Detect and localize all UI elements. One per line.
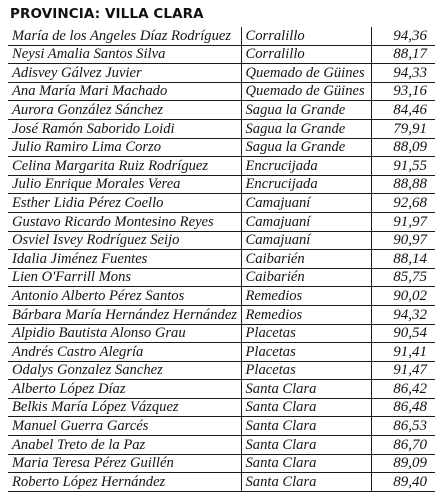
- municipality-cell: Remedios: [241, 305, 371, 324]
- score-cell: 86,70: [371, 436, 435, 455]
- candidate-name-cell: Maria Teresa Pérez Guillén: [8, 454, 241, 473]
- municipality-cell: Camajuaní: [241, 194, 371, 213]
- table-row: [8, 287, 435, 306]
- score-cell: 86,53: [371, 417, 435, 436]
- municipality-cell: Camajuaní: [241, 212, 371, 231]
- candidate-name-cell: Aurora González Sánchez: [8, 101, 241, 120]
- score-cell: 88,09: [371, 138, 435, 157]
- table-row: [8, 101, 435, 120]
- candidate-name-cell: Julio Enrique Morales Verea: [8, 175, 241, 194]
- score-cell: 92,68: [371, 194, 435, 213]
- municipality-cell: Placetas: [241, 343, 371, 362]
- municipality-cell: Caibarién: [241, 250, 371, 269]
- table-row: [8, 398, 435, 417]
- table-row: [8, 454, 435, 473]
- candidate-name-cell: Gustavo Ricardo Montesino Reyes: [8, 212, 241, 231]
- municipality-cell: Remedios: [241, 287, 371, 306]
- table-row: [8, 343, 435, 362]
- candidate-name-cell: Idalia Jiménez Fuentes: [8, 250, 241, 269]
- candidate-name-cell: María de los Angeles Díaz Rodríguez: [8, 27, 241, 45]
- table-row: [8, 324, 435, 343]
- table-row: [8, 473, 435, 492]
- score-cell: 86,42: [371, 380, 435, 399]
- candidate-name-cell: Alpidio Bautista Alonso Grau: [8, 324, 241, 343]
- score-cell: 90,02: [371, 287, 435, 306]
- municipality-cell: Camajuaní: [241, 231, 371, 250]
- table-row: [8, 380, 435, 399]
- candidate-name-cell: Lien O'Farrill Mons: [8, 268, 241, 287]
- table-row: [8, 45, 435, 64]
- municipality-cell: Santa Clara: [241, 473, 371, 492]
- municipality-cell: Caibarién: [241, 268, 371, 287]
- table-row: [8, 250, 435, 269]
- candidate-name-cell: Celina Margarita Ruiz Rodríguez: [8, 157, 241, 176]
- score-cell: 89,40: [371, 473, 435, 492]
- candidate-name-cell: Neysi Amalia Santos Silva: [8, 45, 241, 64]
- candidate-name-cell: Anabel Treto de la Paz: [8, 436, 241, 455]
- municipality-cell: Sagua la Grande: [241, 138, 371, 157]
- score-cell: 93,16: [371, 82, 435, 101]
- municipality-cell: Placetas: [241, 361, 371, 380]
- municipality-cell: Santa Clara: [241, 380, 371, 399]
- candidate-name-cell: Belkis María López Vázquez: [8, 398, 241, 417]
- candidate-name-cell: Bárbara María Hernández Hernández: [8, 305, 241, 324]
- table-row: [8, 64, 435, 83]
- table-row: [8, 119, 435, 138]
- municipality-cell: Encrucijada: [241, 175, 371, 194]
- municipality-cell: Corralillo: [241, 45, 371, 64]
- candidate-name-cell: Andrés Castro Alegría: [8, 343, 241, 362]
- candidate-name-cell: Alberto López Díaz: [8, 380, 241, 399]
- table-row: [8, 194, 435, 213]
- municipality-cell: Placetas: [241, 324, 371, 343]
- municipality-cell: Santa Clara: [241, 436, 371, 455]
- table-row: [8, 417, 435, 436]
- table-row: [8, 27, 435, 45]
- results-table-body: [8, 27, 435, 491]
- score-cell: 94,32: [371, 305, 435, 324]
- municipality-cell: Sagua la Grande: [241, 101, 371, 120]
- municipality-cell: Santa Clara: [241, 454, 371, 473]
- score-cell: 88,17: [371, 45, 435, 64]
- table-row: [8, 138, 435, 157]
- candidate-name-cell: Odalys Gonzalez Sanchez: [8, 361, 241, 380]
- candidate-name-cell: Ana María Mari Machado: [8, 82, 241, 101]
- table-row: [8, 82, 435, 101]
- score-cell: 91,47: [371, 361, 435, 380]
- candidate-name-cell: Adisvey Gálvez Juvier: [8, 64, 241, 83]
- score-cell: 90,97: [371, 231, 435, 250]
- table-row: [8, 231, 435, 250]
- province-heading: PROVINCIA: VILLA CLARA: [10, 6, 204, 22]
- municipality-cell: Quemado de Güines: [241, 82, 371, 101]
- score-cell: 88,88: [371, 175, 435, 194]
- municipality-cell: Sagua la Grande: [241, 119, 371, 138]
- results-table: [8, 27, 435, 492]
- score-cell: 86,48: [371, 398, 435, 417]
- table-row: [8, 305, 435, 324]
- score-cell: 94,33: [371, 64, 435, 83]
- candidate-name-cell: Julio Ramiro Lima Corzo: [8, 138, 241, 157]
- score-cell: 91,41: [371, 343, 435, 362]
- score-cell: 85,75: [371, 268, 435, 287]
- score-cell: 91,55: [371, 157, 435, 176]
- score-cell: 89,09: [371, 454, 435, 473]
- municipality-cell: Quemado de Güines: [241, 64, 371, 83]
- score-cell: 88,14: [371, 250, 435, 269]
- table-row: [8, 436, 435, 455]
- municipality-cell: Santa Clara: [241, 398, 371, 417]
- table-row: [8, 361, 435, 380]
- score-cell: 84,46: [371, 101, 435, 120]
- municipality-cell: Santa Clara: [241, 417, 371, 436]
- candidate-name-cell: Roberto López Hernández: [8, 473, 241, 492]
- table-row: [8, 157, 435, 176]
- table-row: [8, 212, 435, 231]
- score-cell: 90,54: [371, 324, 435, 343]
- municipality-cell: Corralillo: [241, 27, 371, 45]
- score-cell: 79,91: [371, 119, 435, 138]
- candidate-name-cell: Antonio Alberto Pérez Santos: [8, 287, 241, 306]
- candidate-name-cell: Esther Lidia Pérez Coello: [8, 194, 241, 213]
- table-row: [8, 175, 435, 194]
- candidate-name-cell: Manuel Guerra Garcés: [8, 417, 241, 436]
- candidate-name-cell: Osviel Isvey Rodríguez Seijo: [8, 231, 241, 250]
- score-cell: 91,97: [371, 212, 435, 231]
- table-row: [8, 268, 435, 287]
- municipality-cell: Encrucijada: [241, 157, 371, 176]
- candidate-name-cell: José Ramón Saborido Loidi: [8, 119, 241, 138]
- score-cell: 94,36: [371, 27, 435, 45]
